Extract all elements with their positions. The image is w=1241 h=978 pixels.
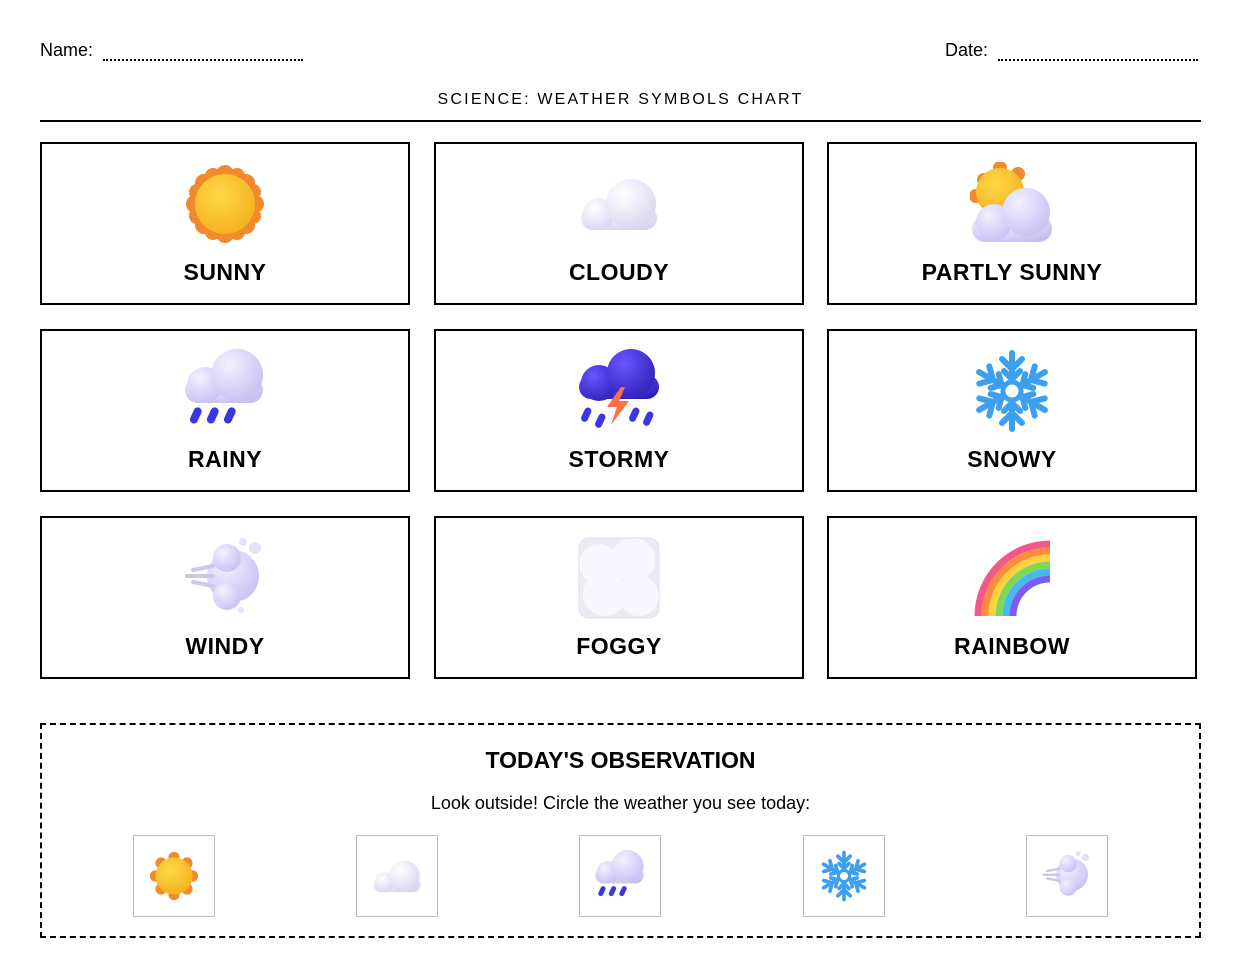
- observation-choice-sunny[interactable]: [133, 835, 215, 917]
- symbol-card-stormy: [434, 329, 804, 492]
- name-line[interactable]: [103, 45, 303, 61]
- symbol-label: RAINY: [187, 446, 263, 472]
- symbol-card-rainbow: [827, 516, 1197, 679]
- observation-choice-snowy[interactable]: [803, 835, 885, 917]
- cloud-with-rain-icon: [594, 850, 646, 902]
- symbol-card-partly-sunny: [827, 142, 1197, 305]
- observation-choice-windy[interactable]: [1026, 835, 1108, 917]
- symbol-label: SUNNY: [183, 259, 267, 285]
- observation-prompt: Look outside! Circle the weather you see today:: [430, 793, 811, 813]
- observation-title: TODAY'S OBSERVATION: [485, 747, 756, 773]
- symbol-card-sunny: [40, 142, 410, 305]
- symbol-card-foggy: [434, 516, 804, 679]
- sun-behind-cloud-icon: [970, 162, 1054, 246]
- cloud-with-lightning-and-rain-icon: [577, 349, 661, 433]
- name-field[interactable]: [40, 40, 303, 61]
- snowflake-icon: [970, 349, 1054, 433]
- page-title: SCIENCE: WEATHER SYMBOLS CHART: [437, 91, 804, 108]
- date-label: Date:: [945, 40, 989, 60]
- observation-choice-cloudy[interactable]: [356, 835, 438, 917]
- wind-face-icon: [183, 536, 267, 620]
- wind-face-icon: [1041, 850, 1093, 902]
- symbol-card-cloudy: [434, 142, 804, 305]
- symbol-card-rainy: [40, 329, 410, 492]
- snowflake-icon: [818, 850, 870, 902]
- symbol-label: WINDY: [185, 633, 265, 659]
- name-label: Name:: [40, 40, 94, 60]
- symbol-card-windy: [40, 516, 410, 679]
- date-line[interactable]: [998, 45, 1198, 61]
- cloud-with-rain-icon: [183, 349, 267, 433]
- sun-icon: [148, 850, 200, 902]
- symbol-label: CLOUDY: [568, 259, 670, 285]
- sun-icon: [183, 162, 267, 246]
- rainbow-icon: [970, 536, 1054, 620]
- symbol-label: RAINBOW: [954, 633, 1070, 659]
- symbol-label: FOGGY: [576, 633, 662, 659]
- fog-icon: [577, 536, 661, 620]
- symbol-card-snowy: [827, 329, 1197, 492]
- cloud-icon: [371, 850, 423, 902]
- symbol-label: PARTLY SUNNY: [921, 259, 1103, 285]
- todays-observation-panel: [40, 723, 1201, 938]
- cloud-icon: [577, 162, 661, 246]
- symbol-label: SNOWY: [967, 446, 1057, 472]
- title-divider: [40, 120, 1201, 122]
- symbol-label: STORMY: [568, 446, 670, 472]
- date-field[interactable]: [945, 40, 1198, 61]
- observation-choice-rainy[interactable]: [579, 835, 661, 917]
